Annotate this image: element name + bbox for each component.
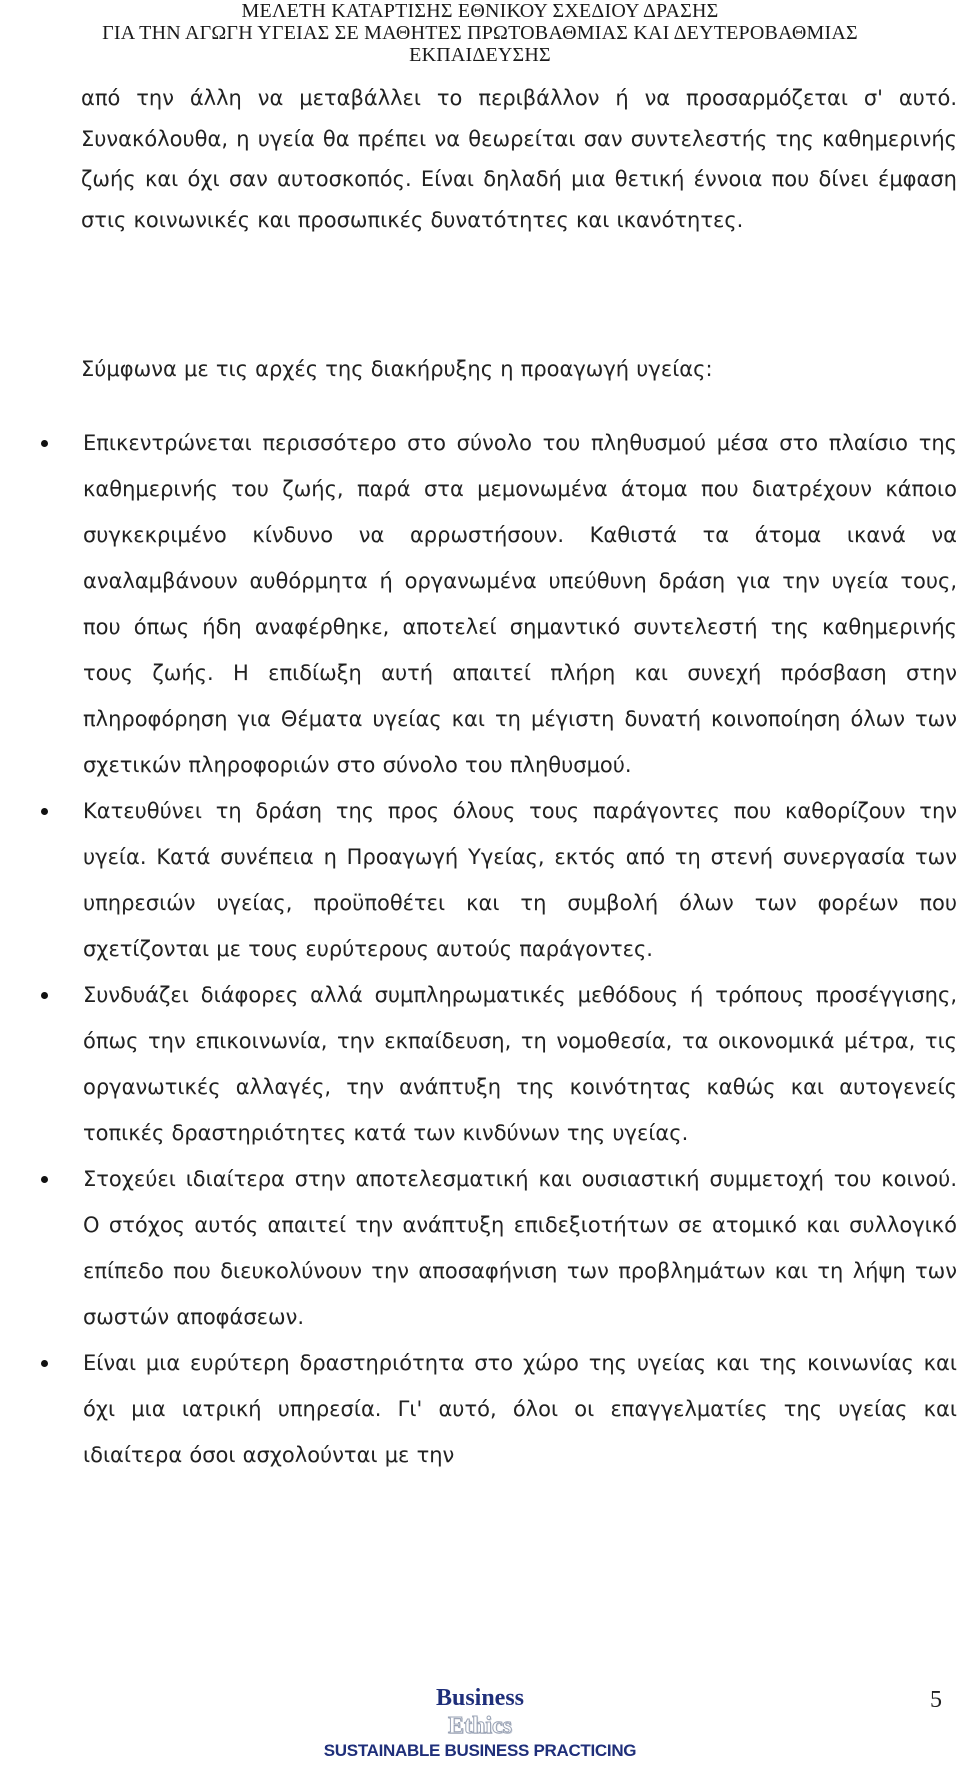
bullet-icon [41,1360,48,1367]
list-item [0,1156,957,1340]
page-header [0,0,960,66]
list-item-text: Είναι μια ευρύτερη δραστηριότητα στο χώρο της υγείας και της κοινωνίας και όχι μια ιατρική υπηρεσία. Γι' αυτό, όλοι οι επαγγελματίες της υγείας και ιδιαίτερα όσοι ασχολούνται με την [83,1351,957,1467]
list-item [0,1340,957,1478]
logo-tagline: SUSTAINABLE BUSINESS PRACTICING [323,1741,637,1760]
list-item-text: Επικεντρώνεται περισσότερο στο σύνολο του πληθυσμού μέσα στο πλαίσιο της καθημερινής του ζωής, παρά στα μεμονωμένα άτομα που διατρέχουν κάποιο συγκεκριμένο κίνδυνο να αρρωστήσουν. Καθιστά τα άτομα ικανά να αναλαμβάνουν αυθόρμητα ή οργανωμένα υπεύθυνη δράση για την υγεία τους, που όπως ήδη αναφέρθηκε, αποτελεί σημαντικό συντελεστή της καθημερινής τους ζωής. Η επιδίωξη αυτή απαιτεί πλήρη και συνεχή πρόσβαση στην πληροφόρηση για Θέματα υγείας και τη μέγιστη δυνατή κοινοποίηση όλων των σχετικών πληροφοριών στο σύνολο του πληθυσμού. [83,431,957,777]
bullet-icon [41,440,48,447]
intro-paragraph: από την άλλη να μεταβάλλει το περιβάλλον ή να προσαρμόζεται σ' αυτό. Συνακόλουθα, η υγεία θα πρέπει να θεωρείται σαν συντελεστής της καθημερινής ζωής και όχι σαν αυτοσκοπός. Είναι δηλαδή μια θετική έννοια που δίνει έμφαση στις κοινωνικές και προσωπικές δυνατότητες και ικανότητες. [81,86,957,232]
bullet-icon [41,992,48,999]
bullet-icon [41,808,48,815]
list-item [0,972,957,1156]
list-item-text: Στοχεύει ιδιαίτερα στην αποτελεσματική και ουσιαστική συμμετοχή του κοινού. Ο στόχος αυτός απαιτεί την ανάπτυξη επιδεξιοτήτων σε ατομικό και συλλογικό επίπεδο που διευκολύνουν την αποσαφήνιση των προβλημάτων και τη λήψη των σωστών αποφάσεων. [83,1167,957,1329]
lead-paragraph: Σύμφωνα με τις αρχές της διακήρυξης η προαγωγή υγείας: [81,357,713,381]
list-item-text: Συνδυάζει διάφορες αλλά συμπληρωματικές μεθόδους ή τρόπους προσέγγισης, όπως την επικοινωνία, την εκπαίδευση, τη νομοθεσία, τα οικονομικά μέτρα, τις οργανωτικές αλλαγές, την ανάπτυξη της κοινότητας καθώς και αυτογενείς τοπικές δραστηριότητες κατά των κινδύνων της υγείας. [83,983,957,1145]
list-item [0,420,957,788]
header-line-2: ΓΙΑ ΤΗΝ ΑΓΩΓΗ ΥΓΕΙΑΣ ΣΕ ΜΑΘΗΤΕΣ ΠΡΩΤΟΒΑΘΜΙΑΣ ΚΑΙ ΔΕΥΤΕΡΟΒΑΘΜΙΑΣ [102,22,858,44]
list-item [0,788,957,972]
page-number: 5 [930,1687,942,1713]
logo-business-text: Business [435,1685,525,1711]
logo-ethics-text: Ethics [447,1713,512,1739]
bullet-icon [41,1176,48,1183]
header-line-3: ΕΚΠΑΙΔΕΥΣΗΣ [409,44,551,66]
list-item-text: Κατευθύνει τη δράση της προς όλους τους παράγοντες που καθορίζουν την υγεία. Κατά συνέπεια η Προαγωγή Υγείας, εκτός από τη στενή συνεργασία των υπηρεσιών υγείας, προϋποθέτει και τη συμβολή όλων των φορέων που σχετίζονται με τους ευρύτερους αυτούς παράγοντες. [83,799,957,961]
business-ethics-logo [300,1684,660,1762]
principles-list [0,420,960,1478]
header-line-1: ΜΕΛΕΤΗ ΚΑΤΑΡΤΙΣΗΣ ΕΘΝΙΚΟΥ ΣΧΕΔΙΟΥ ΔΡΑΣΗΣ [241,0,719,22]
